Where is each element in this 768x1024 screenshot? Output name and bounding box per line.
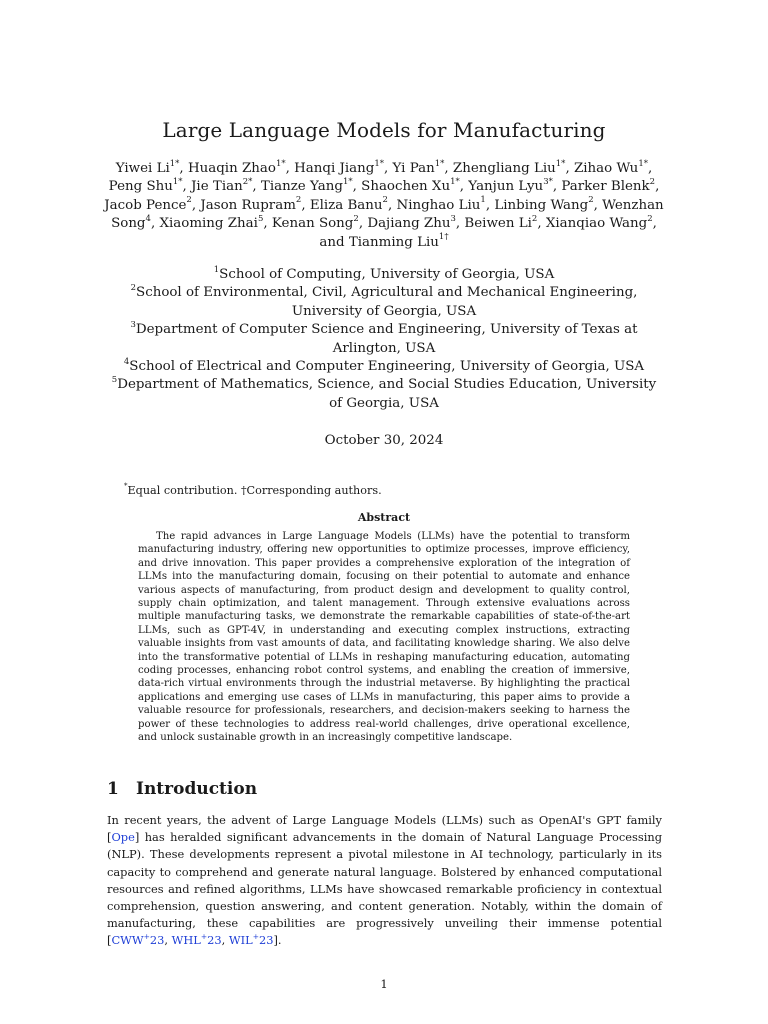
author-entry bbox=[367, 213, 456, 232]
author-name: Jason Rupram bbox=[200, 197, 296, 213]
author-name: Parker Blenk bbox=[561, 179, 650, 195]
author-affiliation-marker: 2 bbox=[531, 213, 538, 224]
paper-title: Large Language Models for Manufacturing bbox=[162, 118, 606, 142]
author-name: Shaochen Xu bbox=[361, 179, 451, 195]
author-entry bbox=[319, 232, 449, 250]
author-name: Jie Tian bbox=[191, 179, 243, 195]
author-entry bbox=[361, 176, 460, 195]
citation-year: 23 bbox=[207, 933, 222, 948]
intro-text-3: ]. bbox=[273, 933, 282, 948]
author-entry bbox=[115, 158, 180, 176]
author-name: Linbing Wang bbox=[494, 197, 589, 213]
author-entry bbox=[191, 176, 253, 195]
author-entry bbox=[309, 195, 388, 213]
author-name: Ninghao Liu bbox=[396, 197, 481, 213]
equal-contribution-footnote bbox=[124, 484, 382, 497]
citation-year: 23 bbox=[258, 933, 274, 948]
author-affiliation-marker: 4 bbox=[145, 213, 151, 224]
section-title: Introduction bbox=[136, 779, 258, 799]
author-entry bbox=[187, 158, 286, 176]
author-affiliation-marker: 2 bbox=[295, 195, 302, 206]
author-name: Xianqiao Wang bbox=[545, 216, 648, 232]
affiliation-marker: 4 bbox=[123, 356, 130, 367]
author-entry bbox=[200, 195, 302, 213]
author-affiliation-marker: 1† bbox=[438, 232, 449, 243]
citation-marker: + bbox=[143, 931, 150, 941]
author-entry bbox=[494, 195, 594, 213]
affiliation-text: School of Environmental, Civil, Agricultural and Mechanical Engineering, University of Georgia, USA bbox=[136, 285, 638, 319]
citation-marker: + bbox=[252, 931, 259, 941]
footnote-marker: * bbox=[124, 482, 128, 491]
author-entry bbox=[294, 158, 385, 176]
author-name: Beiwen Li bbox=[464, 216, 532, 232]
author-affiliation-marker: 1* bbox=[275, 158, 286, 169]
author-entry bbox=[396, 195, 486, 213]
author-entry bbox=[573, 158, 648, 176]
page-number: 1 bbox=[380, 977, 388, 991]
author-entry bbox=[108, 176, 183, 195]
author-name: Zhengliang Liu bbox=[452, 161, 556, 176]
author-entry bbox=[452, 158, 566, 176]
author-affiliation-marker: 2 bbox=[186, 195, 192, 206]
author-name: Dajiang Zhu bbox=[367, 216, 451, 232]
citation-link[interactable] bbox=[229, 933, 274, 947]
citation-link-ope[interactable]: Ope bbox=[111, 830, 135, 845]
author-name: Yiwei Li bbox=[115, 161, 170, 176]
author-name: and Tianming Liu bbox=[319, 234, 439, 250]
affiliation-marker: 2 bbox=[130, 282, 137, 293]
abstract-text: The rapid advances in Large Language Models (LLMs) have the potential to transform manufacturing industry, offering new opportunities to optimize processes, improve efficiency, and drive innovation. This paper provides a comprehensive exploration of the integration of LLMs into the manufacturing domain, focusing on their potential to automate and enhance various aspects of manufacturing, from product design and development to quality control, supply chain optimization, and talent management. Through extensive evaluations across multiple manufacturing tasks, we demonstrate the remarkable capabilities of state-of-the-art LLMs, such as GPT-4V, in understanding and executing complex instructions, extracting valuable insights from vast amounts of data, and facilitating knowledge sharing. We also delve into the transformative potential of LLMs in reshaping manufacturing education, automating coding processes, enhancing robot control systems, and enabling the creation of immersive, data-rich virtual environments through the industrial metaverse. By highlighting the practical applications and emerging use cases of LLMs in manufacturing, this paper aims to provide a valuable resource for professionals, researchers, and decision-makers seeking to harness the power of these technologies to address real-world challenges, drive operational excellence, and unlock sustainable growth in an increasingly competitive landscape. bbox=[138, 531, 630, 744]
intro-text-1: In recent years, the advent of Large Language Models (LLMs) such as OpenAI's GPT family [ bbox=[107, 813, 662, 845]
affiliation-text: Department of Mathematics, Science, and Social Studies Education, University of Georgia, USA bbox=[117, 377, 657, 411]
publication-date: October 30, 2024 bbox=[324, 433, 444, 448]
affiliation-line bbox=[104, 376, 664, 413]
affiliation-line bbox=[104, 266, 664, 284]
author-entry bbox=[464, 213, 538, 232]
author-affiliation-marker: 1* bbox=[638, 158, 648, 169]
author-entry bbox=[260, 176, 353, 195]
author-name: Kenan Song bbox=[271, 216, 354, 232]
author-name: Eliza Banu bbox=[309, 197, 383, 213]
author-entry bbox=[468, 176, 553, 195]
author-affiliation-marker: 2 bbox=[647, 213, 653, 224]
affiliation-line bbox=[104, 358, 664, 376]
affiliation-text: School of Computing, University of Georgia, USA bbox=[219, 267, 555, 282]
intro-text-2: ] has heralded significant advancements in the domain of Natural Language Processing (NLP). These developments represent a pivotal milestone in AI technology, particularly in its capacity to comprehend and generate natural language. Bolstered by enhanced computational resources and refined algorithms, LLMs have showcased remarkable proficiency in contextual comprehension, question answering, and content generation. Notably, within the domain of manufacturing, these capabilities are progressively unveiling their immense potential [ bbox=[107, 830, 662, 948]
section-number: 1 bbox=[107, 779, 119, 799]
citation-marker: + bbox=[200, 931, 208, 941]
author-name: Zihao Wu bbox=[573, 161, 639, 176]
citation-link[interactable] bbox=[111, 933, 164, 947]
author-entry bbox=[545, 213, 653, 232]
author-affiliation-marker: 2 bbox=[382, 195, 388, 206]
author-affiliation-marker: 1* bbox=[374, 158, 385, 169]
citation-link[interactable] bbox=[172, 933, 222, 947]
author-affiliation-marker: 1* bbox=[342, 176, 353, 187]
author-name: Tianze Yang bbox=[260, 179, 343, 195]
author-affiliation-marker: 2 bbox=[588, 195, 594, 206]
author-affiliation-marker: 3* bbox=[543, 176, 553, 187]
author-name: Xiaoming Zhai bbox=[159, 216, 258, 232]
footnote-text: Equal contribution. †Corresponding authors. bbox=[127, 484, 382, 497]
affiliation-marker: 1 bbox=[213, 264, 220, 275]
author-affiliation-marker: 1* bbox=[555, 158, 566, 169]
author-affiliation-marker: 1* bbox=[434, 158, 445, 169]
affiliation-line bbox=[104, 284, 664, 321]
author-entry bbox=[159, 213, 264, 232]
affiliation-line bbox=[104, 321, 664, 358]
citation-key: WHL bbox=[171, 933, 201, 948]
introduction-paragraph: In recent years, the advent of Large Language Models (LLMs) such as OpenAI's GPT family [Ope] has heralded significant advancements in the domain of Natural Language Processing (NLP). These developments represent a pivotal milestone in AI technology, particularly in its capacity to comprehend and generate natural language. Bolstered by enhanced computational resources and refined algorithms, LLMs have showcased remarkable proficiency in contextual comprehension, question answering, and content generation. Notably, within the domain of manufacturing, these capabilities are progressively unveiling their immense potential [CWW+23, WHL+23, WIL+23]. bbox=[107, 813, 662, 948]
author-name: Yi Pan bbox=[392, 161, 435, 176]
author-entry bbox=[104, 195, 192, 213]
abstract-body bbox=[138, 530, 630, 745]
affiliation-list bbox=[104, 266, 664, 413]
citation-key: CWW bbox=[111, 933, 144, 948]
citation-year: 23 bbox=[149, 933, 165, 948]
author-name: Huaqin Zhao bbox=[187, 161, 276, 176]
author-affiliation-marker: 3 bbox=[450, 213, 456, 224]
author-list: Yiwei $Li^{1*}$, Huaqin Zhao$^{1*}$, Hanqi Jiang$^{1*}$, Yi Pan$^{1*}$, Zhengliang Liu$^{1*}$, Zihao $Wu^{1*}$, Peng Shu$^{1*}$, Jie Tian$^{2*}$, Tianze Yang$^{1*}$, Shaochen $Xu^{1*}$, Yanjun Lyu$^{3*}$, Parker Blenk$^2$, Jacob Pence$^2$, Jason Rupram$^2$, Eliza Banu$^2$, Ninghao Liu$^1$, Linbing Wang$^2$, Wenzhan Song$^4$, Xiaoming Zhai$^5$, Kenan Song$^2$, Dajiang Zhu$^3$, Beiwen Li$^2$, Xianqiao Wang$^2$, and Tianming Liu$^{1\dagger}$ bbox=[104, 158, 664, 250]
author-affiliation-marker: 2 bbox=[649, 176, 656, 187]
affiliation-text: Department of Computer Science and Engineering, University of Texas at Arlington, USA bbox=[135, 322, 638, 356]
author-affiliation-marker: 1 bbox=[480, 195, 486, 206]
author-entry bbox=[392, 158, 445, 176]
section-heading-introduction bbox=[107, 779, 257, 799]
author-entry bbox=[561, 176, 656, 195]
author-affiliation-marker: 5 bbox=[257, 213, 264, 224]
author-name: Jacob Pence bbox=[104, 197, 187, 213]
author-affiliation-marker: 2 bbox=[353, 213, 359, 224]
affiliation-text: School of Electrical and Computer Engineering, University of Georgia, USA bbox=[129, 359, 645, 375]
author-entry bbox=[271, 213, 359, 232]
abstract-heading: Abstract bbox=[357, 511, 411, 524]
author-affiliation-marker: 1* bbox=[450, 176, 460, 187]
affiliation-marker: 3 bbox=[130, 319, 136, 330]
author-name: Hanqi Jiang bbox=[294, 161, 375, 176]
author-affiliation-marker: 1* bbox=[169, 158, 180, 169]
author-affiliation-marker: 2* bbox=[242, 176, 253, 187]
author-name: Yanjun Lyu bbox=[468, 179, 544, 195]
author-name: Peng Shu bbox=[108, 179, 173, 195]
affiliation-marker: 5 bbox=[111, 374, 118, 385]
citation-key: WIL bbox=[228, 933, 253, 948]
author-name: Wenzhan Song bbox=[111, 197, 664, 232]
author-affiliation-marker: 1* bbox=[172, 176, 183, 187]
